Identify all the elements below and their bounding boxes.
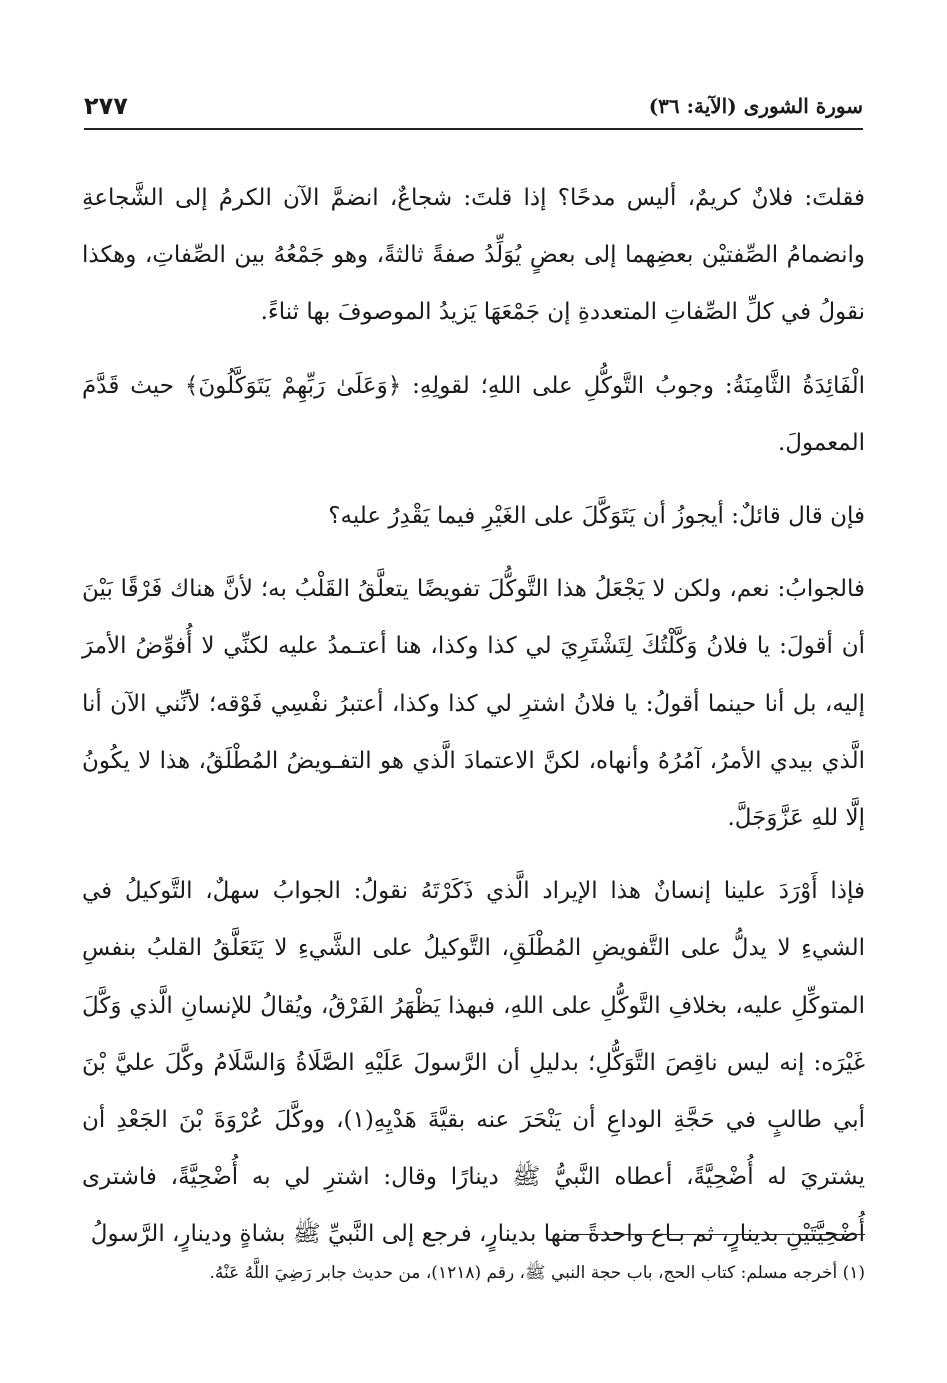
page-header	[84, 88, 863, 130]
paragraph: فإن قال قائلٌ: أيجوزُ أن يَتَوَكَّلَ على الغَيْرِ فيما يَقْدِرُ عليه؟	[328, 503, 865, 530]
running-title: سورة الشورى (الآية: ٣٦)	[648, 94, 863, 118]
page-number: ٢٧٧	[84, 92, 128, 120]
paragraph: فالجوابُ: نعم، ولكن لا يَجْعَلُ هذا التَّوكُّلَ تفويضًا يتعلَّقُ القَلْبُ به؛ لأنَّ هناك فَرْقًا بَيْنَ أن أقولَ: يا فلانُ وَكَّلْتُكَ لِتَشْتَرِيَ لي كذا وكذا، هنا أعتـمدُ عليه لكنِّي لا أُفوِّضُ الأمرَ إليه، بل أنا حينما أقولُ: يا فلانُ اشترِ لي كذا وكذا، أعتبرُ نفْسِي فَوْقه؛ لأنِّني الآن أنا الَّذي بيدي الأمرُ، آمُرُهُ وأنهاه، لكنَّ الاعتمادَ الَّذي هو التفـويضُ المُطْلَقُ، هذا لا يكُونُ إلَّا للهِ عَزَّوَجَلَّ.	[82, 576, 865, 832]
paragraph: فإذا أَوْرَدَ علينا إنسانٌ هذا الإيراد الَّذي ذَكَرْتَهُ نقولُ: الجوابُ سهلٌ، التَّوكيلُ في الشيءِ لا يدلُّ على التَّفويضِ المُطْلَقِ، التَّوكيلُ على الشَّيءِ لا يَتَعَلَّقُ القلبُ بنفسِ المتوكِّلِ عليه، بخلافِ التَّوكُّلِ على اللهِ، فبهذا يَظْهَرُ الفَرْقُ، ويُقالُ للإنسانِ الَّذي وَكَّلَ غَيْرَه: إنه ليس ناقِصَ التَّوَكُّلِ؛ بدليلِ أن الرَّسولَ عَلَيْهِ الصَّلَاةُ وَالسَّلَامُ وكَّلَ عليَّ بْنَ أبي طالبٍ في حَجَّةِ الوداعِ أن يَنْحَرَ عنه بقيَّةَ هَدْيِهِ(١)، ووكَّلَ عُرْوَةَ بْنَ الجَعْدِ أن يشتريَ له أُضْحِيَّةً، أعطاه النَّبيُّ ﷺ دينارًا وقال: اشترِ لي به أُضْحِيَّةً، فاشترى أُضْحِيَّتَيْنِ بدينارٍ، ثم بـاع واحدةً منها بدينارٍ، فرجع إلى النَّبيِّ ﷺ بشاةٍ ودينارٍ، الرَّسولُ	[82, 878, 865, 1248]
footnote-divider	[565, 1234, 865, 1235]
paragraph: فقلتَ: فلانٌ كريمٌ، أليس مدحًا؟ إذا قلتَ: شجاعٌ، انضمَّ الآن الكرمُ إلى الشَّجاعةِ وانضمامُ الصِّفتيْن بعضِهما إلى بعضٍ يُوَلِّدُ صفةً ثالثةً، وهو جَمْعُهُ بين الصِّفاتِ، وهكذا نقولُ في كلِّ الصِّفاتِ المتعددةِ إن جَمْعَهَا يَزيدُ الموصوفَ بها ثناءً.	[82, 185, 865, 326]
footnote: (١) أخرجه مسلم: كتاب الحج، باب حجة النبي ﷺ، رقم (١٢١٨)، من حديث جابر رَضِيَ اللَّهُ عَنْهُ.	[209, 1263, 865, 1283]
paragraph: الْفَائِدَةُ الثَّامِنَةُ: وجوبُ التَّوكُّلِ على اللهِ؛ لقولِهِ: ﴿وَعَلَىٰ رَبِّهِمْ يَتَوَكَّلُونَ﴾ حيث قَدَّمَ المعمولَ.	[82, 372, 865, 456]
main-text	[82, 170, 865, 1280]
